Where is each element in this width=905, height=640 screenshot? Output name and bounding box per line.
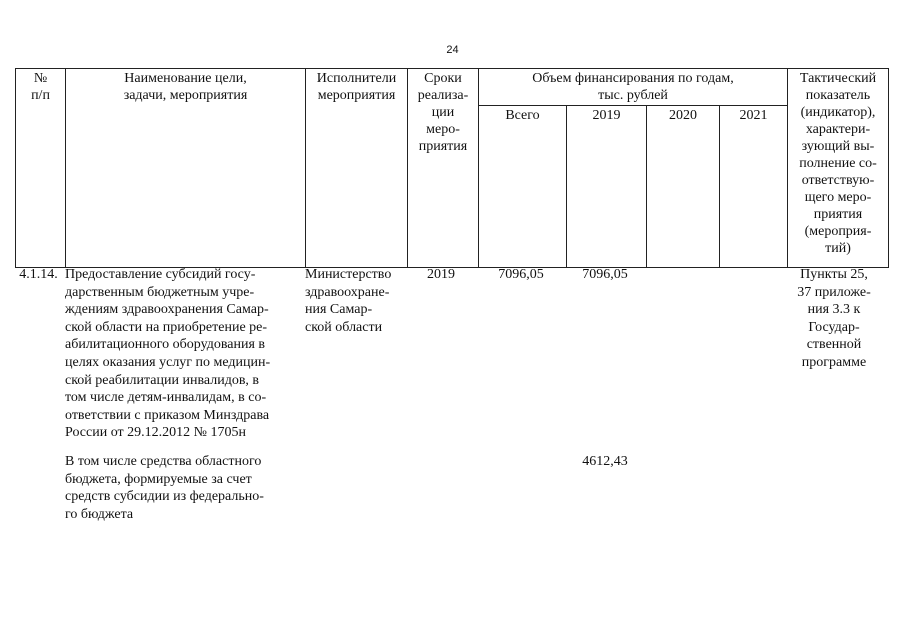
row-2019: 7096,05 bbox=[582, 267, 628, 282]
header-2021: 2021 bbox=[720, 106, 788, 268]
row-name: Предоставление субсидий госу- дарственным бюджетным учре- ждениям здравоохранения Самар- ской области на приобретение ре- абилитационного оборудования в целях оказания услуг по медицин- ской реабилитации инвалидов, в том числе детям-инвалидам, в со- ответствии с приказом Минздрава России от 29.12.2012 № 1705н bbox=[65, 267, 271, 441]
row-executor: Министерство здравоохране- ния Самар- ской области bbox=[305, 267, 392, 335]
header-total: Всего bbox=[479, 106, 567, 268]
row-number: 4.1.14. bbox=[19, 267, 58, 282]
row-indicator: Пункты 25, 37 приложе- ния 3.3 к Государ- ственной программе bbox=[797, 267, 871, 370]
subrow-2019: 4612,43 bbox=[582, 454, 628, 469]
header-executors: Исполнители мероприятия bbox=[306, 69, 408, 268]
header-num: № п/п bbox=[16, 69, 66, 268]
header-name: Наименование цели, задачи, мероприятия bbox=[66, 69, 306, 268]
header-2020: 2020 bbox=[647, 106, 720, 268]
header-terms: Сроки реализа- ции меро- приятия bbox=[408, 69, 479, 268]
row-term: 2019 bbox=[427, 267, 455, 282]
subrow-name: В том числе средства областного бюджета, формируемые за счет средств субсидии из федерально- го бюджета bbox=[65, 454, 264, 522]
table-header bbox=[15, 68, 889, 268]
header-funding: Объем финансирования по годам, тыс. рублей bbox=[479, 69, 788, 106]
page-number: 24 bbox=[446, 44, 459, 56]
header-indicator: Тактический показатель (индикатор), характери- зующий вы- полнение со- ответствую- щего меро- приятия (мероприя- тий) bbox=[788, 69, 889, 268]
header-2019: 2019 bbox=[567, 106, 647, 268]
row-total: 7096,05 bbox=[498, 267, 544, 282]
